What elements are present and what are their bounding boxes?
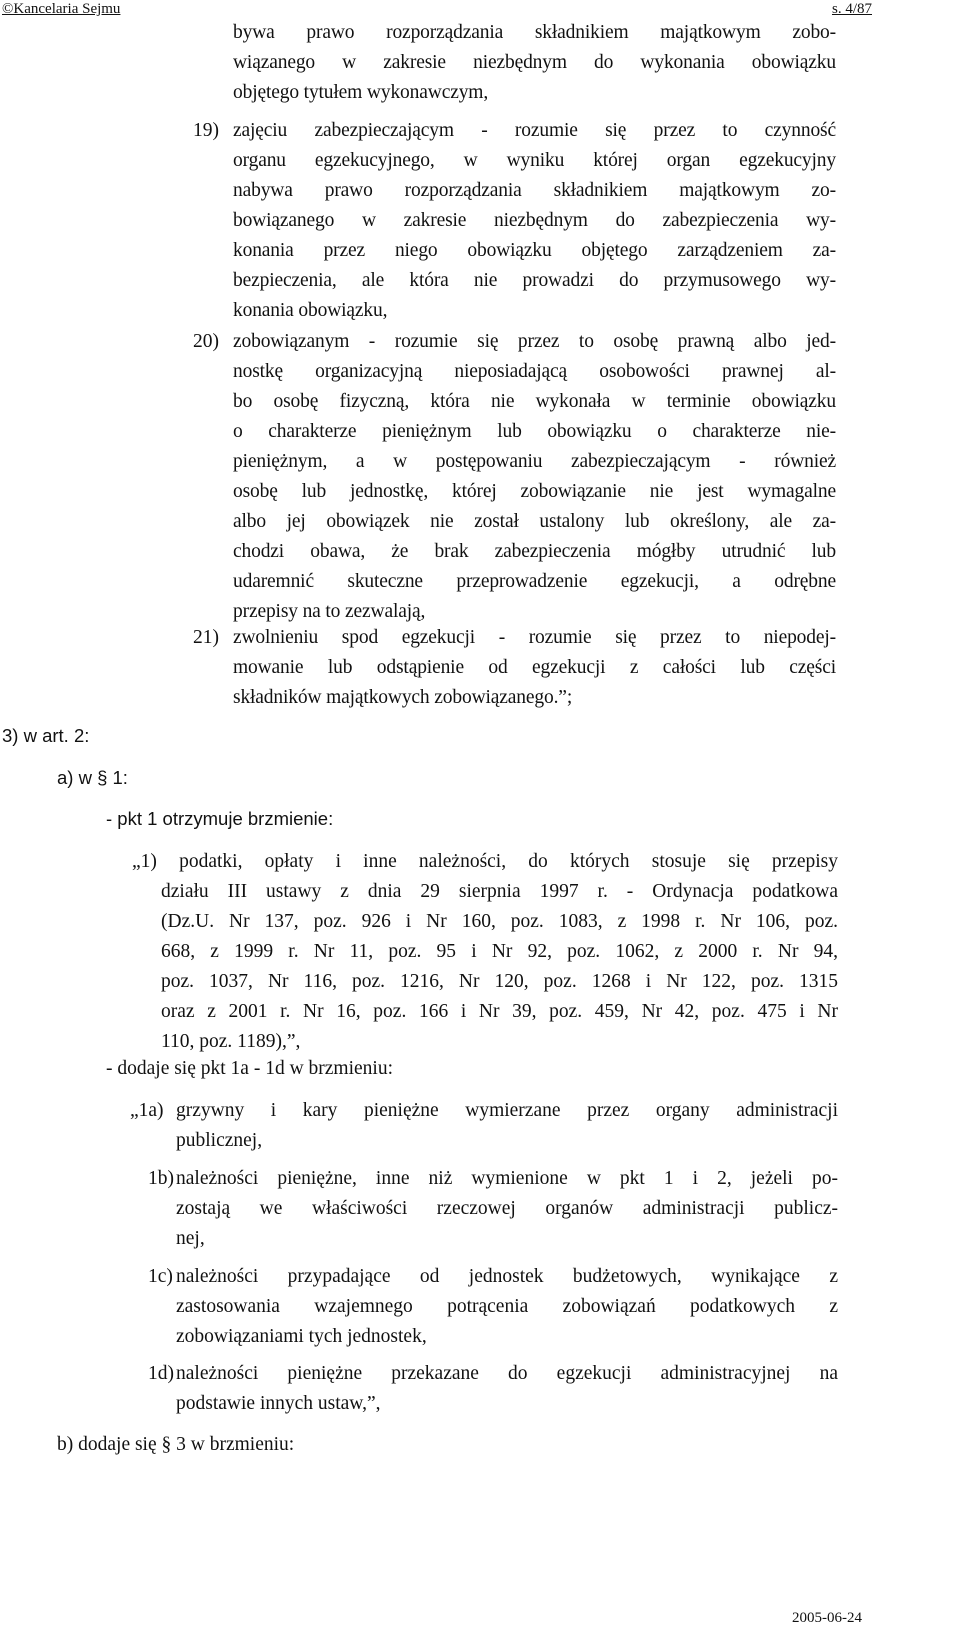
text-line: nej,: [176, 1228, 205, 1249]
text-line: zastosowania wzajemnego potrącenia zobowiązań podatkowych z: [176, 1296, 838, 1317]
text-line: pieniężnym, a w postępowaniu zabezpieczającym - również: [233, 451, 836, 472]
text-line: albo jej obowiązek nie został ustalony lub określony, ale za-: [233, 511, 836, 532]
text-line: przepisy na to zezwalają,: [233, 601, 426, 622]
text-line: bywa prawo rozporządzania składnikiem majątkowym zobo-: [233, 22, 836, 43]
text-line: poz. 1037, Nr 116, poz. 1216, Nr 120, poz. 1268 i Nr 122, poz. 1315: [161, 971, 838, 992]
text-line: zobowiązaniami tych jednostek,: [176, 1326, 427, 1347]
point-b-heading: b) dodaje się § 3 w brzmieniu:: [57, 1434, 295, 1455]
item-20-paragraph: [233, 327, 836, 627]
item-number: 1d): [148, 1363, 174, 1384]
item-number: „1a): [130, 1100, 164, 1121]
text-line: udaremnić skuteczne przeprowadzenie egzekucji, a odrębne: [233, 571, 836, 592]
text-line: mowanie lub odstąpienie od egzekucji z całości lub części: [233, 657, 836, 678]
text-line: chodzi obawa, że brak zabezpieczenia mógłby utrudnić lub: [233, 541, 836, 562]
text-line: oraz z 2001 r. Nr 16, poz. 166 i Nr 39, poz. 459, Nr 42, poz. 475 i Nr: [161, 1001, 838, 1022]
pkt-1a-paragraph: [176, 1096, 838, 1156]
text-line: zobowiązanym - rozumie się przez to osobę prawną albo jed-: [233, 331, 836, 352]
text-line: zajęciu zabezpieczającym - rozumie się przez to czynność: [233, 120, 836, 141]
text-line: (Dz.U. Nr 137, poz. 926 i Nr 160, poz. 1083, z 1998 r. Nr 106, poz.: [161, 911, 838, 932]
item-number: 19): [193, 120, 219, 141]
text-line: podstawie innych ustaw,”,: [176, 1393, 381, 1414]
text-line: 110, poz. 1189),”,: [161, 1031, 301, 1052]
item-number: 21): [193, 627, 219, 648]
point-3-heading: 3) w art. 2:: [2, 725, 90, 746]
text-line: objętego tytułem wykonawczym,: [233, 82, 489, 103]
pkt1-intro: - pkt 1 otrzymuje brzmienie:: [106, 808, 334, 829]
text-line: grzywny i kary pieniężne wymierzane przez organy administracji: [176, 1100, 838, 1121]
pkt-1d-paragraph: [176, 1359, 838, 1419]
pkt-1-paragraph: [128, 847, 838, 1057]
text-line: wiązanego w zakresie niezbędnym do wykonania obowiązku: [233, 52, 836, 73]
text-line: organu egzekucyjnego, w wyniku której organ egzekucyjny: [233, 150, 836, 171]
text-line: zostają we właściwości rzeczowej organów administracji publicz-: [176, 1198, 838, 1219]
point-a-heading: a) w § 1:: [57, 767, 128, 788]
source-label: ©Kancelaria Sejmu: [2, 1, 121, 17]
text-line: bo osobę fizyczną, która nie wykonała w terminie obowiązku: [233, 391, 836, 412]
continuation-paragraph: [233, 18, 836, 108]
text-line: 668, z 1999 r. Nr 11, poz. 95 i Nr 92, poz. 1062, z 2000 r. Nr 94,: [161, 941, 838, 962]
item-21-paragraph: [233, 623, 836, 713]
text-line: „1) podatki, opłaty i inne należności, do których stosuje się przepisy: [132, 851, 838, 872]
text-line: o charakterze pieniężnym lub obowiązku o charakterze nie-: [233, 421, 836, 442]
item-number: 20): [193, 331, 219, 352]
text-line: zwolnieniu spod egzekucji - rozumie się przez to niepodej-: [233, 627, 836, 648]
text-line: nabywa prawo rozporządzania składnikiem majątkowym zo-: [233, 180, 836, 201]
text-line: składników majątkowych zobowiązanego.”;: [233, 687, 573, 708]
text-line: działu III ustawy z dnia 29 sierpnia 1997 r. - Ordynacja podatkowa: [161, 881, 838, 902]
text-line: publicznej,: [176, 1130, 263, 1151]
pkt-1b-paragraph: [176, 1164, 838, 1254]
page-number: s. 4/87: [831, 1, 872, 17]
page-header: [0, 0, 960, 18]
pkt-1c-paragraph: [176, 1262, 838, 1352]
text-line: należności przypadające od jednostek budżetowych, wynikające z: [176, 1266, 838, 1287]
text-line: konania przez niego obowiązku objętego zarządzeniem za-: [233, 240, 836, 261]
item-number: 1c): [148, 1266, 173, 1287]
item-number: 1b): [148, 1168, 174, 1189]
item-19-paragraph: [233, 116, 836, 326]
text-line: należności pieniężne, inne niż wymienione w pkt 1 i 2, jeżeli po-: [176, 1168, 838, 1189]
text-line: bowiązanego w zakresie niezbędnym do zabezpieczenia wy-: [233, 210, 836, 231]
text-line: bezpieczenia, ale która nie prowadzi do przymusowego wy-: [233, 270, 836, 291]
page-footer-date: 2005-06-24: [792, 1610, 862, 1626]
text-line: osobę lub jednostkę, której zobowiązanie nie jest wymagalne: [233, 481, 836, 502]
pkt1a-intro: - dodaje się pkt 1a - 1d w brzmieniu:: [106, 1058, 394, 1079]
text-line: nostkę organizacyjną nieposiadającą osobowości prawnej al-: [233, 361, 836, 382]
text-line: należności pieniężne przekazane do egzekucji administracyjnej na: [176, 1363, 838, 1384]
text-line: konania obowiązku,: [233, 300, 388, 321]
